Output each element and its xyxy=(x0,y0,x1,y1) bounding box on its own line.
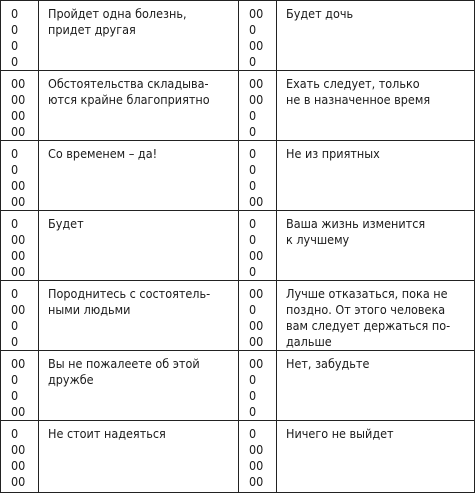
code-line: 00 xyxy=(11,264,26,279)
right-answer-cell xyxy=(277,351,475,421)
code-line: 0 xyxy=(249,216,257,231)
answer-text: Вы не пожалеете об этой дружбе xyxy=(48,356,200,387)
dot-code xyxy=(249,76,276,140)
table-row xyxy=(1,1,475,71)
code-line: 00 xyxy=(249,318,264,333)
dot-code xyxy=(249,216,276,280)
code-line: 00 xyxy=(11,356,26,371)
code-line: 00 xyxy=(11,124,26,139)
code-line: 00 xyxy=(249,458,264,473)
left-answer-cell xyxy=(39,281,239,351)
code-line: 00 xyxy=(11,458,26,473)
code-line: 00 xyxy=(11,442,26,457)
code-line: 0 xyxy=(11,162,19,177)
left-code-cell xyxy=(1,1,39,71)
left-code-cell xyxy=(1,351,39,421)
code-line: 0 xyxy=(11,286,19,301)
answer-text: Породнитесь с состоятель- ными людьми xyxy=(48,286,211,317)
dot-code xyxy=(249,426,276,490)
code-line: 00 xyxy=(11,404,26,419)
code-line: 00 xyxy=(249,38,264,53)
answer-text: Не из приятных xyxy=(286,146,380,161)
left-code-cell xyxy=(1,211,39,281)
left-answer-cell xyxy=(39,71,239,141)
right-code-cell xyxy=(239,421,277,493)
code-line: 00 xyxy=(249,356,264,371)
code-line: 0 xyxy=(11,146,19,161)
right-code-cell xyxy=(239,71,277,141)
code-line: 0 xyxy=(11,22,19,37)
code-line: 0 xyxy=(249,404,257,419)
code-line: 00 xyxy=(249,194,264,209)
table-row xyxy=(1,281,475,351)
dot-code xyxy=(11,286,38,350)
code-line: 0 xyxy=(11,334,19,349)
code-line: 00 xyxy=(249,286,264,301)
right-answer-cell xyxy=(277,71,475,141)
code-line: 00 xyxy=(11,76,26,91)
code-line: 00 xyxy=(11,194,26,209)
dot-code xyxy=(249,356,276,420)
right-code-cell xyxy=(239,351,277,421)
right-code-cell xyxy=(239,211,277,281)
code-line: 0 xyxy=(249,178,257,193)
code-line: 00 xyxy=(11,92,26,107)
code-line: 00 xyxy=(249,248,264,263)
dot-code xyxy=(249,286,276,350)
code-line: 0 xyxy=(249,232,257,247)
answer-text: Ехать следует, только не в назначенное время xyxy=(286,76,431,107)
dot-code xyxy=(11,356,38,420)
table-row xyxy=(1,71,475,141)
answer-text: Пройдет одна болезнь, придет другая xyxy=(48,6,187,37)
code-line: 00 xyxy=(249,334,264,349)
table-row xyxy=(1,141,475,211)
right-answer-cell xyxy=(277,211,475,281)
answer-text: Ваша жизнь изменится к лучшему xyxy=(286,216,426,247)
table-row xyxy=(1,351,475,421)
answer-text: Будет xyxy=(48,216,84,231)
code-line: 00 xyxy=(11,302,26,317)
right-answer-cell xyxy=(277,1,475,71)
left-answer-cell xyxy=(39,421,239,493)
answer-text: Обстоятельства складыва- ются крайне благоприятно xyxy=(48,76,210,107)
code-line: 0 xyxy=(11,388,19,403)
dot-code xyxy=(11,426,38,490)
right-code-cell xyxy=(239,141,277,211)
code-line: 00 xyxy=(249,474,264,489)
code-line: 0 xyxy=(249,108,257,123)
oracle-table-body xyxy=(1,1,475,493)
dot-code xyxy=(11,76,38,140)
answer-text: Будет дочь xyxy=(286,6,354,21)
dot-code xyxy=(11,146,38,210)
code-line: 00 xyxy=(11,232,26,247)
left-code-cell xyxy=(1,71,39,141)
right-code-cell xyxy=(239,281,277,351)
code-line: 0 xyxy=(11,318,19,333)
code-line: 0 xyxy=(11,216,19,231)
dot-code xyxy=(11,6,38,70)
code-line: 0 xyxy=(11,54,19,69)
code-line: 00 xyxy=(11,474,26,489)
code-line: 00 xyxy=(249,442,264,457)
code-line: 0 xyxy=(249,302,257,317)
answer-text: Не стоит надеяться xyxy=(48,426,166,441)
left-answer-cell xyxy=(39,141,239,211)
left-code-cell xyxy=(1,281,39,351)
code-line: 0 xyxy=(249,372,257,387)
code-line: 0 xyxy=(249,426,257,441)
dot-code xyxy=(249,6,276,70)
table-row xyxy=(1,211,475,281)
answer-text: Ничего не выйдет xyxy=(286,426,394,441)
code-line: 00 xyxy=(11,108,26,123)
code-line: 0 xyxy=(249,162,257,177)
right-answer-cell xyxy=(277,141,475,211)
code-line: 0 xyxy=(249,264,257,279)
right-answer-cell xyxy=(277,281,475,351)
left-answer-cell xyxy=(39,211,239,281)
left-code-cell xyxy=(1,141,39,211)
code-line: 00 xyxy=(11,178,26,193)
table-row xyxy=(1,421,475,493)
code-line: 00 xyxy=(249,92,264,107)
dot-code xyxy=(11,216,38,280)
code-line: 0 xyxy=(11,38,19,53)
code-line: 0 xyxy=(249,124,257,139)
code-line: 0 xyxy=(249,22,257,37)
left-answer-cell xyxy=(39,351,239,421)
code-line: 0 xyxy=(249,54,257,69)
right-code-cell xyxy=(239,1,277,71)
code-line: 0 xyxy=(11,372,19,387)
code-line: 00 xyxy=(11,248,26,263)
code-line: 00 xyxy=(249,76,264,91)
code-line: 00 xyxy=(249,6,264,21)
right-answer-cell xyxy=(277,421,475,493)
answer-text: Лучше отказаться, пока не поздно. От этого человека вам следует держаться по- дальше xyxy=(286,286,451,349)
code-line: 0 xyxy=(11,426,19,441)
answer-text: Со временем – да! xyxy=(48,146,158,161)
code-line: 0 xyxy=(11,6,19,21)
left-answer-cell xyxy=(39,1,239,71)
code-line: 0 xyxy=(249,146,257,161)
answer-text: Нет, забудьте xyxy=(286,356,370,371)
code-line: 0 xyxy=(249,388,257,403)
left-code-cell xyxy=(1,421,39,493)
dot-code xyxy=(249,146,276,210)
